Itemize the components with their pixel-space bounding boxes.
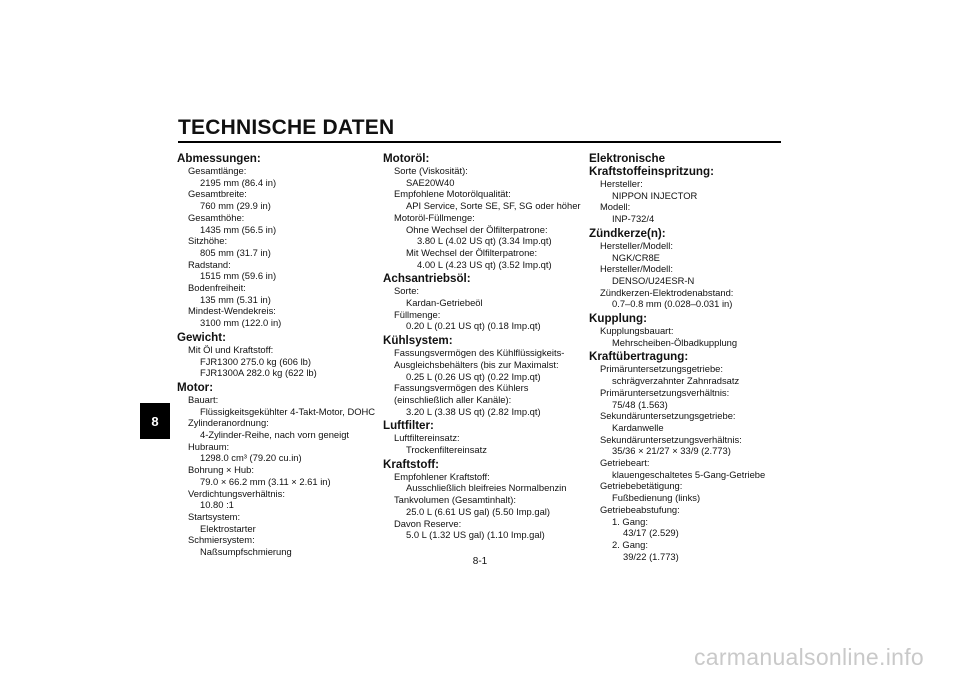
- spec-line: Elektrostarter: [200, 522, 256, 534]
- section-heading: Kupplung:: [589, 312, 647, 326]
- section-heading: Luftfilter:: [383, 419, 434, 433]
- spec-line: Ohne Wechsel der Ölfilterpatrone:: [406, 223, 548, 235]
- spec-line: Hersteller:: [600, 178, 643, 189]
- spec-line: 3.20 L (3.38 US qt) (2.82 Imp.qt): [406, 405, 541, 417]
- spec-line: 5.0 L (1.32 US gal) (1.10 Imp.gal): [406, 529, 545, 541]
- spec-line: 805 mm (31.7 in): [200, 246, 271, 258]
- spec-line: 760 mm (29.9 in): [200, 200, 271, 212]
- spec-line: Naßsumpfschmierung: [200, 546, 292, 558]
- spec-line: Gesamtbreite:: [188, 188, 247, 200]
- spec-line: 35/36 × 21/27 × 33/9 (2.773): [612, 445, 731, 457]
- spec-line: Bodenfreiheit:: [188, 282, 246, 294]
- spec-line: NIPPON INJECTOR: [612, 189, 698, 201]
- spec-line: klauengeschaltetes 5-Gang-Getriebe: [612, 468, 766, 480]
- spec-line: Mit Öl und Kraftstoff:: [188, 343, 274, 355]
- spec-line: 79.0 × 66.2 mm (3.11 × 2.61 in): [200, 475, 331, 487]
- spec-line: Hersteller/Modell:: [600, 239, 673, 251]
- spec-line: 1. Gang:: [612, 515, 648, 527]
- spec-line: Fassungsvermögen des Kühlers: [394, 382, 529, 394]
- spec-line: Fußbedienung (links): [612, 492, 701, 504]
- spec-line: 0.7–0.8 mm (0.028–0.031 in): [612, 298, 733, 310]
- spec-line: Empfohlener Kraftstoff:: [394, 470, 490, 482]
- spec-line: Startsystem:: [188, 510, 241, 522]
- section-heading: Motor:: [177, 380, 214, 394]
- section-heading: Achsantriebsöl:: [383, 272, 471, 286]
- spec-line: API Service, Sorte SE, SF, SG oder höher: [406, 200, 581, 212]
- spec-line: Verdichtungsverhältnis:: [188, 487, 285, 499]
- spec-line: 0.20 L (0.21 US qt) (0.18 Imp.qt): [406, 320, 541, 332]
- spec-line: Getriebeart:: [600, 457, 650, 469]
- spec-line: 2195 mm (86.4 in): [200, 176, 277, 188]
- spec-line: Fassungsvermögen des Kühlflüssigkeits-: [394, 347, 565, 359]
- section-heading: Zündkerze(n):: [589, 226, 666, 240]
- spec-line: (einschließlich aller Kanäle):: [394, 393, 512, 405]
- section-heading: Kraftstoff:: [383, 457, 440, 471]
- spec-line: Zündkerzen-Elektrodenabstand:: [600, 286, 734, 298]
- spec-line: 1298.0 cm³ (79.20 cu.in): [200, 452, 302, 464]
- spec-line: 39/22 (1.773): [623, 550, 679, 562]
- spec-line: Mit Wechsel der Ölfilterpatrone:: [406, 246, 538, 258]
- spec-line: 4.00 L (4.23 US qt) (3.52 Imp.qt): [417, 258, 552, 270]
- title-rule: [178, 141, 781, 143]
- spec-line: Bauart:: [188, 393, 219, 405]
- spec-line: Ausschließlich bleifreies Normalbenzin: [406, 482, 567, 494]
- page-number: 8-1: [472, 556, 488, 567]
- spec-line: INP-732/4: [612, 213, 655, 225]
- spec-line: Bohrung × Hub:: [188, 464, 254, 476]
- spec-line: 3.80 L (4.02 US qt) (3.34 Imp.qt): [417, 235, 552, 247]
- spec-line: Sitzhöhe:: [188, 235, 228, 247]
- spec-line: Gesamthöhe:: [188, 211, 245, 223]
- spec-column-3: [589, 150, 789, 562]
- spec-line: FJR1300 275.0 kg (606 lb): [200, 355, 312, 367]
- spec-line: Sorte:: [394, 285, 420, 297]
- spec-line: Ausgleichsbehälters (bis zur Maximalst:: [394, 358, 559, 370]
- spec-line: Mehrscheiben-Ölbadkupplung: [612, 336, 738, 348]
- spec-line: Gesamtlänge:: [188, 165, 247, 176]
- watermark: carmanualsonline.info: [693, 644, 924, 670]
- spec-line: NGK/CR8E: [612, 251, 660, 263]
- section-heading: Kraftübertragung:: [589, 350, 689, 364]
- page-title: TECHNISCHE DATEN: [178, 116, 395, 139]
- spec-line: 3100 mm (122.0 in): [200, 317, 282, 329]
- spec-line: 43/17 (2.529): [623, 527, 679, 539]
- spec-line: FJR1300A 282.0 kg (622 lb): [200, 367, 317, 379]
- spec-line: Primäruntersetzungsgetriebe:: [600, 363, 723, 375]
- spec-line: Sekundäruntersetzungsverhältnis:: [600, 433, 742, 445]
- chapter-tab[interactable]: 8: [140, 403, 170, 439]
- spec-line: 135 mm (5.31 in): [200, 293, 271, 305]
- spec-line: 0.25 L (0.26 US qt) (0.22 Imp.qt): [406, 370, 541, 382]
- spec-line: Kupplungsbauart:: [600, 325, 674, 337]
- section-heading: Gewicht:: [177, 330, 226, 344]
- spec-line: Motoröl-Füllmenge:: [394, 211, 475, 223]
- spec-line: 1515 mm (59.6 in): [200, 270, 277, 282]
- spec-line: Tankvolumen (Gesamtinhalt):: [394, 494, 516, 506]
- spec-line: Sorte (Viskosität):: [394, 165, 468, 176]
- spec-line: Luftfiltereinsatz:: [394, 432, 460, 444]
- spec-line: Getriebebetätigung:: [600, 480, 683, 492]
- spec-line: Empfohlene Motorölqualität:: [394, 188, 511, 200]
- section-heading: Elektronische Kraftstoffeinspritzung:: [589, 152, 714, 178]
- spec-line: Schmiersystem:: [188, 534, 255, 546]
- spec-line: 75/48 (1.563): [612, 398, 668, 410]
- spec-column-2: [383, 150, 583, 541]
- spec-line: Füllmenge:: [394, 308, 441, 320]
- spec-column-1: [177, 150, 377, 558]
- spec-line: Trockenfiltereinsatz: [406, 444, 487, 456]
- spec-line: Mindest-Wendekreis:: [188, 305, 276, 317]
- spec-line: Flüssigkeitsgekühlter 4-Takt-Motor, DOHC: [200, 405, 376, 417]
- spec-line: SAE20W40: [406, 176, 455, 188]
- spec-line: Modell:: [600, 201, 631, 213]
- spec-line: Kardan-Getriebeöl: [406, 297, 483, 309]
- spec-line: Kardanwelle: [612, 421, 664, 433]
- spec-line: Getriebeabstufung:: [600, 503, 680, 515]
- spec-line: Hersteller/Modell:: [600, 263, 673, 275]
- section-heading: Motoröl:: [383, 152, 430, 165]
- section-heading: Kühlsystem:: [383, 334, 453, 348]
- spec-line: Primäruntersetzungsverhältnis:: [600, 386, 730, 398]
- spec-line: 10.80 :1: [200, 499, 234, 511]
- spec-line: Davon Reserve:: [394, 517, 462, 529]
- spec-line: Sekundäruntersetzungsgetriebe:: [600, 410, 736, 422]
- spec-line: 4-Zylinder-Reihe, nach vorn geneigt: [200, 429, 350, 441]
- spec-line: DENSO/U24ESR-N: [612, 274, 695, 286]
- spec-line: Hubraum:: [188, 440, 230, 452]
- section-heading: Abmessungen:: [177, 152, 261, 165]
- spec-line: Radstand:: [188, 258, 231, 270]
- spec-line: Zylinderanordnung:: [188, 417, 269, 429]
- spec-line: 2. Gang:: [612, 538, 648, 550]
- spec-line: 1435 mm (56.5 in): [200, 223, 277, 235]
- spec-line: 25.0 L (6.61 US gal) (5.50 Imp.gal): [406, 505, 550, 517]
- spec-line: schrägverzahnter Zahnradsatz: [612, 375, 740, 387]
